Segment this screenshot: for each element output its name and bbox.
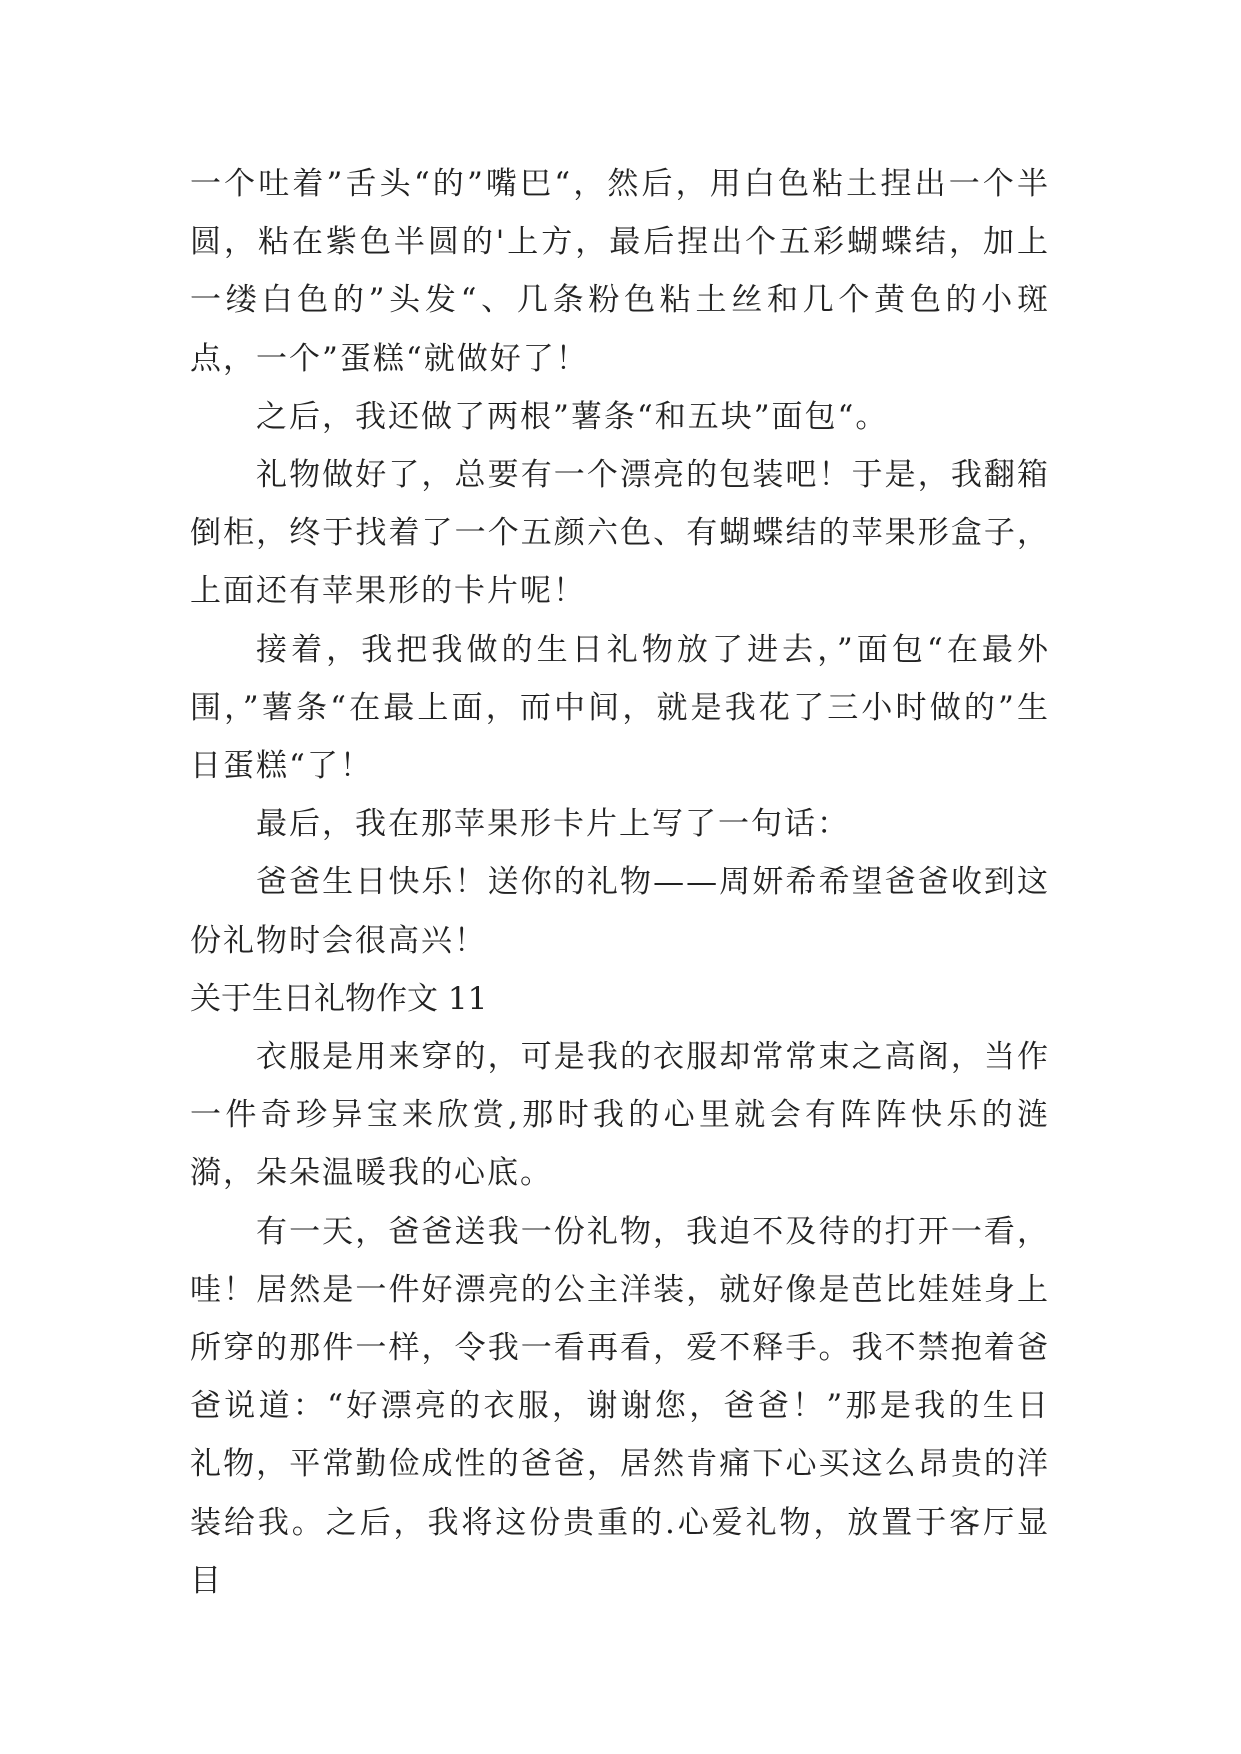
paragraph-3: 礼物做好了，总要有一个漂亮的包装吧！于是，我翻箱倒柜，终于找着了一个五颜六色、有蝴蝶结的苹果形盒子，上面还有苹果形的卡片呢！ [190, 457, 1050, 610]
paragraph-8: 有一天，爸爸送我一份礼物，我迫不及待的打开一看，哇！居然是一件好漂亮的公主洋装，就好像是芭比娃娃身上所穿的那件一样，令我一看再看，爱不释手。我不禁抱着爸爸说道：“好漂亮的衣服，谢谢您，爸爸！”那是我的生日礼物，平常勤俭成性的爸爸，居然肯痛下心买这么昂贵的洋装给我。之后，我将这份贵重的.心爱礼物，放置于客厅显目 [190, 1213, 1050, 1599]
section-heading: 关于生日礼物作文 11 [190, 980, 488, 1017]
paragraph-7: 衣服是用来穿的，可是我的衣服却常常束之高阁，当作一件奇珍异宝来欣赏,那时我的心里就会有阵阵快乐的涟漪，朵朵温暖我的心底。 [190, 1039, 1050, 1192]
paragraph-1: 一个吐着”舌头“的”嘴巴“，然后，用白色粘土捏出一个半圆，粘在紫色半圆的'上方，最后捏出个五彩蝴蝶结，加上一缕白色的”头发“、几条粉色粘土丝和几个黄色的小斑点，一个”蛋糕“就做好了！ [190, 166, 1050, 377]
paragraph-4: 接着，我把我做的生日礼物放了进去，”面包“在最外围，”薯条“在最上面，而中间，就是我花了三小时做的”生日蛋糕“了！ [190, 631, 1050, 785]
paragraph-6: 爸爸生日快乐！送你的礼物——周妍希希望爸爸收到这份礼物时会很高兴！ [190, 864, 1050, 959]
document-body [190, 155, 1050, 1610]
paragraph-2: 之后，我还做了两根”薯条“和五块”面包“。 [256, 398, 889, 435]
paragraph-5: 最后，我在那苹果形卡片上写了一句话： [256, 806, 850, 843]
